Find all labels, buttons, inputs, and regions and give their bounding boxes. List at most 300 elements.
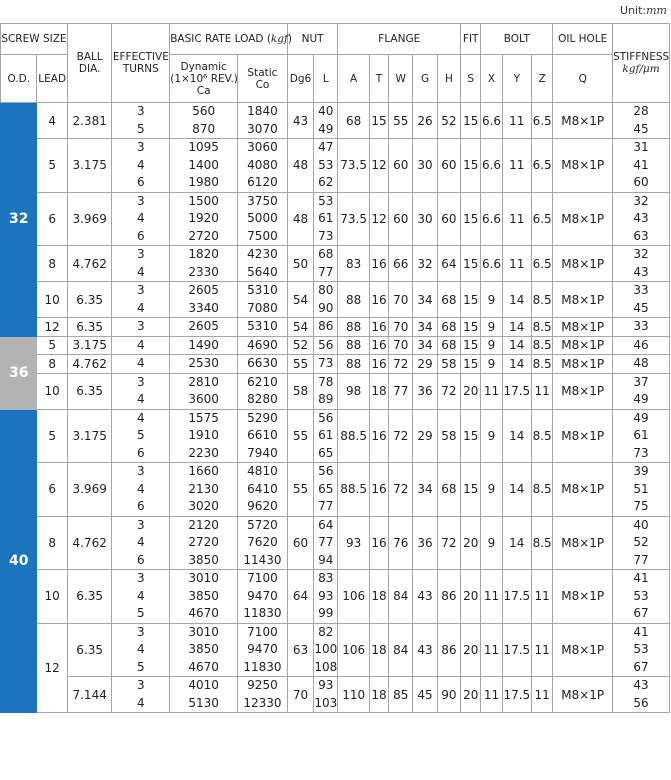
stiffness-cell-value: 37 [633, 374, 649, 389]
nut-length-cell-value: 77 [318, 535, 334, 549]
stiffness-cell [613, 282, 670, 318]
table-row [1, 409, 670, 463]
turns-cell [112, 373, 170, 409]
header-nut: NUT [287, 24, 338, 55]
nut-length-cell [314, 373, 338, 409]
nut-length-cell [314, 409, 338, 463]
nut-length-cell-value: 90 [318, 300, 334, 315]
lead-cell: 12 [37, 318, 67, 337]
stiffness-cell-value: 49 [633, 410, 649, 425]
dynamic-load-cell-value: 1980 [188, 175, 219, 189]
stiffness-cell-value: 67 [633, 659, 649, 674]
lead-cell: 10 [37, 282, 67, 318]
static-load-cell [238, 139, 288, 193]
stiffness-cell-value: 73 [633, 445, 649, 460]
nut-length-cell-value: 56 [318, 464, 334, 478]
dynamic-load-cell-value: 4670 [188, 606, 219, 620]
lead-cell: 8 [37, 516, 67, 570]
header-l: L [314, 55, 338, 103]
turns-cell-value: 4 [137, 300, 145, 315]
nut-length-cell-value: 108 [314, 659, 338, 674]
flange-w-cell: 55 [389, 103, 413, 139]
stiffness-cell-value: 45 [633, 300, 649, 315]
flange-h-cell: 90 [437, 677, 460, 713]
flange-h-cell: 60 [437, 139, 460, 193]
nut-length-cell [314, 623, 338, 677]
bolt-y-cell: 14 [502, 318, 531, 337]
turns-cell-value: 6 [137, 445, 145, 460]
dynamic-load-cell-value: 1490 [188, 337, 219, 352]
stiffness-cell [613, 103, 670, 139]
static-load-cell-value: 9250 [247, 678, 278, 692]
dynamic-load-cell-value: 1910 [188, 428, 219, 442]
flange-a-cell: 73.5 [338, 139, 369, 193]
flange-w-cell: 60 [389, 192, 413, 246]
table-row [1, 336, 670, 355]
flange-g-cell: 34 [413, 336, 437, 355]
flange-g-cell: 32 [413, 246, 437, 282]
turns-cell-value: 4 [137, 356, 145, 370]
turns-cell [112, 103, 170, 139]
static-load-cell-value: 12330 [243, 695, 282, 710]
flange-a-cell: 68 [338, 103, 369, 139]
lead-cell: 5 [37, 336, 67, 355]
dynamic-load-cell-value: 2130 [188, 481, 219, 496]
dynamic-load-cell-value: 2605 [188, 319, 219, 333]
stiffness-cell-value: 41 [633, 571, 649, 585]
dynamic-load-cell [170, 373, 238, 409]
dynamic-load-cell-value: 870 [192, 121, 216, 136]
nut-length-cell-value: 86 [318, 319, 334, 333]
stiffness-cell-value: 49 [633, 392, 649, 406]
static-load-cell-value: 1840 [247, 104, 278, 118]
table-row [1, 246, 670, 282]
fit-s-cell: 15 [461, 463, 481, 517]
nut-length-cell-value: 89 [318, 392, 334, 406]
dg6-cell: 64 [287, 570, 313, 624]
lead-cell: 4 [37, 103, 67, 139]
nut-length-cell-value: 53 [318, 193, 334, 208]
table-row [1, 192, 670, 246]
oil-hole-cell: M8×1P [553, 373, 613, 409]
static-load-cell [238, 355, 288, 374]
static-load-cell-value: 6410 [247, 481, 278, 496]
turns-cell-value: 5 [137, 659, 145, 674]
flange-t-cell: 16 [369, 246, 388, 282]
flange-a-cell: 83 [338, 246, 369, 282]
flange-t-cell: 18 [369, 677, 388, 713]
bolt-x-cell: 11 [481, 677, 502, 713]
dynamic-load-cell [170, 336, 238, 355]
bolt-x-cell: 11 [481, 373, 502, 409]
lead-cell: 10 [37, 373, 67, 409]
turns-cell [112, 192, 170, 246]
flange-t-cell: 16 [369, 463, 388, 517]
nut-length-cell-value: 73 [318, 228, 334, 243]
static-load-cell-value: 7940 [247, 445, 278, 460]
bolt-z-cell: 11 [532, 373, 553, 409]
dg6-cell: 52 [287, 336, 313, 355]
dynamic-load-cell-value: 1920 [188, 211, 219, 225]
stiffness-cell [613, 463, 670, 517]
turns-cell-value: 4 [137, 588, 145, 603]
dynamic-load-cell-value: 560 [192, 104, 216, 118]
stiffness-cell-value: 39 [633, 464, 649, 478]
header-w: W [389, 55, 413, 103]
dynamic-load-cell-value: 3340 [188, 300, 219, 315]
dynamic-load-cell [170, 139, 238, 193]
turns-cell-value: 3 [137, 517, 145, 532]
header-ball-dia: BALL DIA. [67, 24, 112, 103]
flange-g-cell: 30 [413, 192, 437, 246]
flange-g-cell: 36 [413, 516, 437, 570]
flange-h-cell: 86 [437, 623, 460, 677]
header-dg6: Dg6 [287, 55, 313, 103]
stiffness-cell-value: 63 [633, 228, 649, 243]
nut-length-cell [314, 570, 338, 624]
header-stiffness: STIFFNESS kgf/μm [613, 24, 670, 103]
bolt-x-cell: 6.6 [481, 192, 502, 246]
nut-length-cell-value: 53 [318, 157, 334, 172]
static-load-cell [238, 103, 288, 139]
stiffness-cell-value: 41 [633, 624, 649, 639]
ball-dia-cell: 6.35 [67, 623, 112, 677]
table-row [1, 463, 670, 517]
lead-cell: 8 [37, 355, 67, 374]
od-cell: 36 [1, 336, 37, 409]
flange-w-cell: 84 [389, 623, 413, 677]
nut-length-cell [314, 139, 338, 193]
bolt-y-cell: 17.5 [502, 677, 531, 713]
fit-s-cell: 20 [461, 677, 481, 713]
flange-g-cell: 29 [413, 355, 437, 374]
header-oil-hole: OIL HOLE [553, 24, 613, 55]
od-cell: 32 [1, 103, 37, 337]
nut-length-cell-value: 65 [318, 481, 334, 496]
static-load-cell-value: 4080 [247, 157, 278, 172]
header-static: Static Co [238, 55, 288, 103]
turns-cell-value: 4 [137, 157, 145, 172]
ball-dia-cell: 2.381 [67, 103, 112, 139]
bolt-y-cell: 14 [502, 282, 531, 318]
stiffness-cell-value: 41 [633, 157, 649, 172]
bolt-y-cell: 14 [502, 463, 531, 517]
turns-cell-value: 3 [137, 678, 145, 692]
flange-h-cell: 64 [437, 246, 460, 282]
static-load-cell-value: 6610 [247, 428, 278, 442]
table-row [1, 282, 670, 318]
dynamic-load-cell-value: 3850 [188, 552, 219, 567]
dynamic-load-cell-value: 4010 [188, 678, 219, 692]
flange-t-cell: 18 [369, 373, 388, 409]
bolt-x-cell: 6.6 [481, 246, 502, 282]
dynamic-load-cell-value: 1575 [188, 410, 219, 425]
dynamic-load-cell-value: 4670 [188, 659, 219, 674]
header-a: A [338, 55, 369, 103]
bolt-y-cell: 17.5 [502, 570, 531, 624]
table-row [1, 570, 670, 624]
bolt-z-cell: 8.5 [532, 516, 553, 570]
flange-h-cell: 52 [437, 103, 460, 139]
stiffness-cell [613, 246, 670, 282]
flange-t-cell: 15 [369, 103, 388, 139]
static-load-cell [238, 570, 288, 624]
unit-label [620, 4, 667, 17]
bolt-x-cell: 9 [481, 282, 502, 318]
dynamic-load-cell-value: 1500 [188, 193, 219, 208]
turns-cell [112, 677, 170, 713]
flange-t-cell: 16 [369, 336, 388, 355]
static-load-cell-value: 6210 [247, 374, 278, 389]
ball-dia-cell: 3.175 [67, 139, 112, 193]
flange-w-cell: 70 [389, 318, 413, 337]
nut-length-cell-value: 65 [318, 445, 334, 460]
turns-cell [112, 139, 170, 193]
bolt-y-cell: 14 [502, 409, 531, 463]
nut-length-cell-value: 56 [318, 410, 334, 425]
bolt-z-cell: 6.5 [532, 139, 553, 193]
dg6-cell: 50 [287, 246, 313, 282]
bolt-x-cell: 6.6 [481, 139, 502, 193]
static-load-cell-value: 9470 [247, 588, 278, 603]
flange-w-cell: 77 [389, 373, 413, 409]
nut-length-cell-value: 61 [318, 211, 334, 225]
static-load-cell-value: 9470 [247, 642, 278, 656]
dynamic-load-cell-value: 2530 [188, 356, 219, 370]
turns-cell [112, 246, 170, 282]
dynamic-load-cell [170, 516, 238, 570]
flange-h-cell: 72 [437, 373, 460, 409]
dg6-cell: 70 [287, 677, 313, 713]
flange-w-cell: 70 [389, 282, 413, 318]
flange-w-cell: 76 [389, 516, 413, 570]
static-load-cell-value: 3750 [247, 193, 278, 208]
turns-cell-value: 3 [137, 104, 145, 118]
static-load-cell-value: 6630 [247, 356, 278, 370]
static-load-cell-value: 4230 [247, 247, 278, 261]
flange-t-cell: 12 [369, 139, 388, 193]
nut-length-cell-value: 93 [318, 678, 334, 692]
table-row [1, 318, 670, 337]
table-header [1, 24, 670, 103]
oil-hole-cell: M8×1P [553, 355, 613, 374]
stiffness-cell [613, 192, 670, 246]
flange-t-cell: 16 [369, 409, 388, 463]
stiffness-cell [613, 139, 670, 193]
stiffness-cell [613, 373, 670, 409]
oil-hole-cell: M8×1P [553, 677, 613, 713]
table-row [1, 103, 670, 139]
dynamic-load-cell-value: 3010 [188, 624, 219, 639]
flange-a-cell: 88 [338, 318, 369, 337]
turns-cell-value: 3 [137, 374, 145, 389]
flange-a-cell: 110 [338, 677, 369, 713]
stiffness-cell [613, 336, 670, 355]
bolt-z-cell: 8.5 [532, 463, 553, 517]
table-row [1, 139, 670, 193]
table-row [1, 373, 670, 409]
stiffness-cell [613, 355, 670, 374]
fit-s-cell: 15 [461, 139, 481, 193]
table-row [1, 677, 670, 713]
stiffness-cell-value: 60 [633, 175, 649, 189]
dg6-cell: 60 [287, 516, 313, 570]
flange-a-cell: 88 [338, 336, 369, 355]
flange-h-cell: 68 [437, 318, 460, 337]
stiffness-cell-value: 53 [633, 588, 649, 603]
bolt-y-cell: 11 [502, 192, 531, 246]
flange-g-cell: 34 [413, 318, 437, 337]
turns-cell-value: 4 [137, 695, 145, 710]
flange-g-cell: 29 [413, 409, 437, 463]
dynamic-load-cell [170, 355, 238, 374]
bolt-y-cell: 11 [502, 246, 531, 282]
dynamic-load-cell [170, 246, 238, 282]
nut-length-cell [314, 336, 338, 355]
fit-s-cell: 15 [461, 246, 481, 282]
fit-s-cell: 15 [461, 355, 481, 374]
turns-cell-value: 4 [137, 337, 145, 352]
stiffness-cell [613, 409, 670, 463]
nut-length-cell-value: 47 [318, 140, 334, 154]
dynamic-load-cell [170, 677, 238, 713]
static-load-cell-value: 5290 [247, 410, 278, 425]
dynamic-load-cell-value: 2810 [188, 374, 219, 389]
dynamic-load-cell-value: 2720 [188, 228, 219, 243]
oil-hole-cell: M8×1P [553, 192, 613, 246]
turns-cell-value: 4 [137, 264, 145, 279]
nut-length-cell [314, 355, 338, 374]
flange-h-cell: 72 [437, 516, 460, 570]
flange-h-cell: 58 [437, 409, 460, 463]
flange-h-cell: 60 [437, 192, 460, 246]
ball-dia-cell: 6.35 [67, 373, 112, 409]
dynamic-load-cell-value: 2120 [188, 517, 219, 532]
oil-hole-cell: M8×1P [553, 139, 613, 193]
fit-s-cell: 20 [461, 623, 481, 677]
header-y: Y [502, 55, 531, 103]
bolt-z-cell: 8.5 [532, 282, 553, 318]
flange-w-cell: 85 [389, 677, 413, 713]
nut-length-cell-value: 56 [318, 337, 334, 352]
static-load-cell-value: 3060 [247, 140, 278, 154]
bolt-x-cell: 9 [481, 355, 502, 374]
static-load-cell [238, 373, 288, 409]
bolt-x-cell: 9 [481, 516, 502, 570]
dynamic-load-cell-value: 2720 [188, 535, 219, 549]
header-q: Q [553, 55, 613, 103]
flange-g-cell: 43 [413, 623, 437, 677]
nut-length-cell-value: 100 [314, 642, 338, 656]
stiffness-cell [613, 318, 670, 337]
flange-t-cell: 16 [369, 318, 388, 337]
dynamic-load-cell [170, 623, 238, 677]
dynamic-load-cell [170, 192, 238, 246]
bolt-z-cell: 8.5 [532, 318, 553, 337]
nut-length-cell-value: 83 [318, 571, 334, 585]
fit-s-cell: 15 [461, 318, 481, 337]
static-load-cell-value: 9620 [247, 499, 278, 513]
dg6-cell: 48 [287, 192, 313, 246]
flange-a-cell: 88 [338, 282, 369, 318]
lead-cell: 6 [37, 463, 67, 517]
lead-cell: 6 [37, 192, 67, 246]
header-s: S [461, 55, 481, 103]
nut-length-cell [314, 463, 338, 517]
stiffness-cell-value: 32 [633, 193, 649, 208]
fit-s-cell: 15 [461, 336, 481, 355]
turns-cell [112, 623, 170, 677]
turns-cell-value: 3 [137, 571, 145, 585]
stiffness-cell-value: 48 [633, 356, 649, 370]
turns-cell-value: 3 [137, 193, 145, 208]
fit-s-cell: 15 [461, 103, 481, 139]
static-load-cell-value: 5640 [247, 264, 278, 279]
static-load-cell-value: 5310 [247, 319, 278, 333]
ball-dia-cell: 4.762 [67, 355, 112, 374]
turns-cell [112, 355, 170, 374]
header-z: Z [532, 55, 553, 103]
bolt-y-cell: 14 [502, 516, 531, 570]
bolt-z-cell: 6.5 [532, 103, 553, 139]
static-load-cell [238, 318, 288, 337]
nut-length-cell-value: 40 [318, 104, 334, 118]
bolt-x-cell: 11 [481, 623, 502, 677]
turns-cell [112, 318, 170, 337]
nut-length-cell-value: 64 [318, 517, 334, 532]
dg6-cell: 54 [287, 318, 313, 337]
stiffness-cell-value: 52 [633, 535, 649, 549]
turns-cell-value: 4 [137, 392, 145, 406]
nut-length-cell [314, 103, 338, 139]
turns-cell-value: 5 [137, 606, 145, 620]
nut-length-cell-value: 68 [318, 247, 334, 261]
table-body [1, 103, 670, 713]
dynamic-load-cell-value: 1660 [188, 464, 219, 478]
header-od: O.D. [1, 55, 37, 103]
dynamic-load-cell-value: 5130 [188, 695, 219, 710]
dynamic-load-cell-value: 2230 [188, 445, 219, 460]
turns-cell-value: 4 [137, 535, 145, 549]
nut-length-cell [314, 282, 338, 318]
unit-value: mm [646, 4, 667, 17]
static-load-cell-value: 6120 [247, 175, 278, 189]
flange-a-cell: 98 [338, 373, 369, 409]
stiffness-cell-value: 43 [633, 678, 649, 692]
stiffness-cell-value: 53 [633, 642, 649, 656]
turns-cell-value: 5 [137, 428, 145, 442]
dynamic-load-cell [170, 103, 238, 139]
stiffness-cell-value: 28 [633, 104, 649, 118]
lead-cell: 5 [37, 139, 67, 193]
static-load-cell [238, 336, 288, 355]
flange-g-cell: 30 [413, 139, 437, 193]
static-load-cell-value: 7100 [247, 624, 278, 639]
flange-w-cell: 60 [389, 139, 413, 193]
turns-cell-value: 4 [137, 481, 145, 496]
static-load-cell-value: 4690 [247, 337, 278, 352]
flange-h-cell: 58 [437, 355, 460, 374]
dynamic-load-cell-value: 3850 [188, 642, 219, 656]
spec-table [0, 23, 670, 713]
header-t: T [369, 55, 388, 103]
flange-g-cell: 45 [413, 677, 437, 713]
dg6-cell: 55 [287, 355, 313, 374]
header-g: G [413, 55, 437, 103]
flange-t-cell: 16 [369, 516, 388, 570]
stiffness-cell-value: 51 [633, 481, 649, 496]
bolt-y-cell: 17.5 [502, 373, 531, 409]
